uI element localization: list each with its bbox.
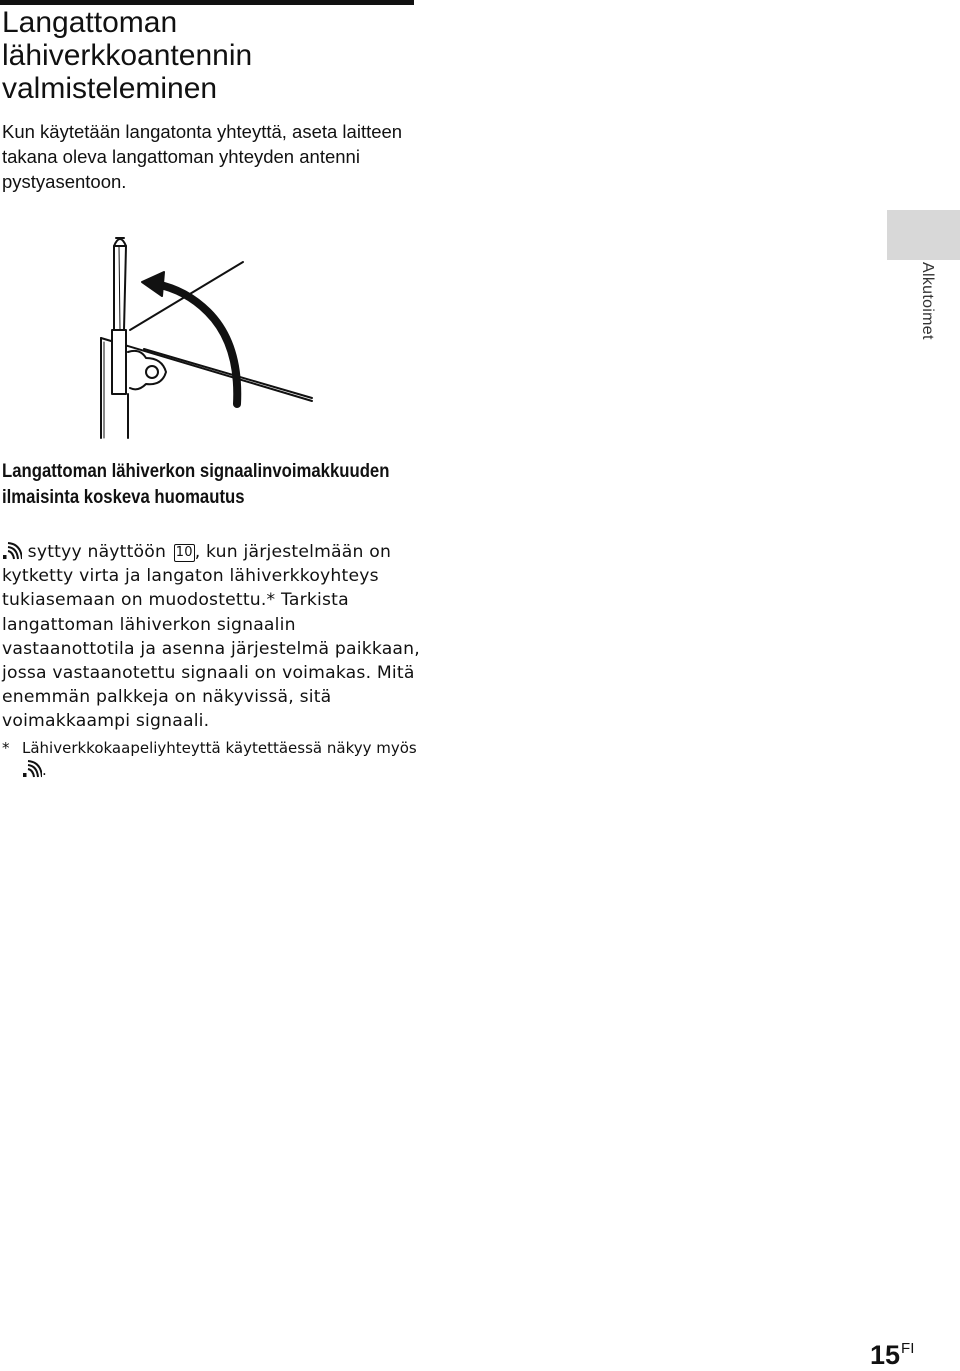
note-body [2, 540, 432, 734]
footnote-marker: * [2, 739, 10, 757]
section-tab [887, 210, 960, 260]
footnote-end: . [42, 761, 47, 779]
note-text-part2: , kun järjestelmään on kytketty virta ja langaton lähiverkkoyhteys tukiasemaan on muodostettu.* Tarkista langattoman lähiverkon signaalin vastaanottotila ja asenna järjestelmä paikkaan, jossa vastaanotettu signaali on voimakas. Mitä enemmän palkkeja on näkyvissä, sitä voimakkaampi signaali. [2, 542, 420, 732]
display-ref-number: 10 [175, 545, 193, 560]
page-number [870, 1340, 914, 1371]
footnote [2, 737, 432, 781]
note-text-part1: syttyy näyttöön [22, 542, 172, 562]
wifi-signal-icon [2, 542, 22, 560]
top-rule [0, 0, 414, 5]
section-label: Alkutoimet [919, 262, 936, 340]
note-heading: Langattoman lähiverkon signaalinvoimakkuuden ilmaisinta koskeva huomautus [2, 461, 390, 508]
antenna-illustration [90, 226, 330, 440]
page-title: Langattoman lähiverkkoantennin valmisteleminen [2, 6, 253, 105]
page-number-value: 15 [870, 1340, 901, 1370]
wifi-signal-icon [22, 760, 42, 778]
footnote-text: Lähiverkkokaapeliyhteyttä käytettäessä näkyy myös [22, 739, 417, 757]
page-language-code: FI [901, 1340, 915, 1357]
intro-text: Kun käytetään langatonta yhteyttä, aseta laitteen takana oleva langattoman yhteyden antenni pystyasentoon. [2, 121, 403, 192]
